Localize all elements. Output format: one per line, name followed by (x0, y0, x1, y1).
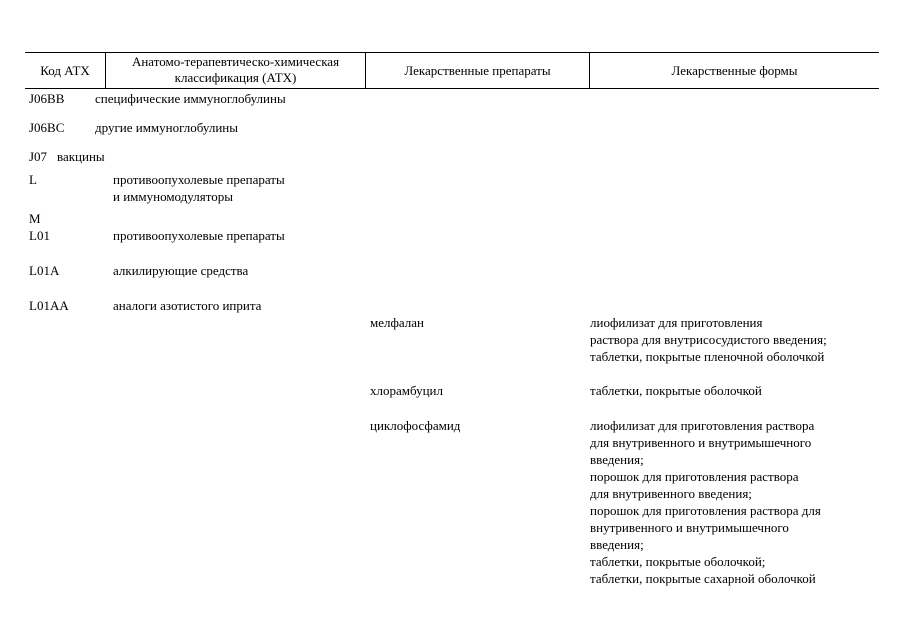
header-forms: Лекарственные формы (671, 63, 798, 78)
atc-code: J06BB (29, 91, 65, 106)
atc-code: J06BC (29, 120, 65, 135)
atc-code: M (29, 211, 41, 226)
atc-class-name: противоопухолевые препараты (113, 228, 285, 243)
header-classification: Анатомо-терапевтическо-химическая классификация (АТХ) (131, 54, 340, 85)
table-header-bottom-border (25, 88, 879, 89)
atc-code: L01A (29, 263, 60, 278)
atc-code: L01 (29, 228, 50, 243)
atc-class-name: аналоги азотистого иприта (113, 298, 262, 313)
atc-class-name: алкилирующие средства (113, 263, 249, 278)
drug-forms: лиофилизат для приготовления раствора для внутрисосудистого введения; таблетки, покрытые пленочной оболочкой (590, 315, 827, 364)
drug-forms: лиофилизат для приготовления раствора для внутривенного и внутримышечного введения; порошок для приготовления раствора для внутривенного введения; порошок для приготовления раствора для внутривенного и внутримышечного введения; таблетки, покрытые оболочкой; таблетки, покрытые сахарной оболочкой (590, 418, 821, 586)
header-drugs: Лекарственные препараты (404, 63, 551, 78)
atc-code: J07 (29, 149, 48, 164)
header-code: Код АТХ (40, 63, 90, 78)
atc-class-name: вакцины (57, 149, 105, 164)
atc-class-name: специфические иммуноглобулины (95, 91, 286, 106)
drug-name: хлорамбуцил (370, 383, 444, 398)
atc-class-name: противоопухолевые препараты и иммуномодуляторы (113, 172, 285, 204)
table-top-border (25, 52, 879, 53)
drug-name: мелфалан (370, 315, 425, 330)
drug-forms: таблетки, покрытые оболочкой (590, 383, 762, 398)
atc-class-name: другие иммуноглобулины (95, 120, 238, 135)
atc-code: L01AA (29, 298, 69, 313)
atc-code: L (29, 172, 37, 187)
drug-name: циклофосфамид (370, 418, 461, 433)
